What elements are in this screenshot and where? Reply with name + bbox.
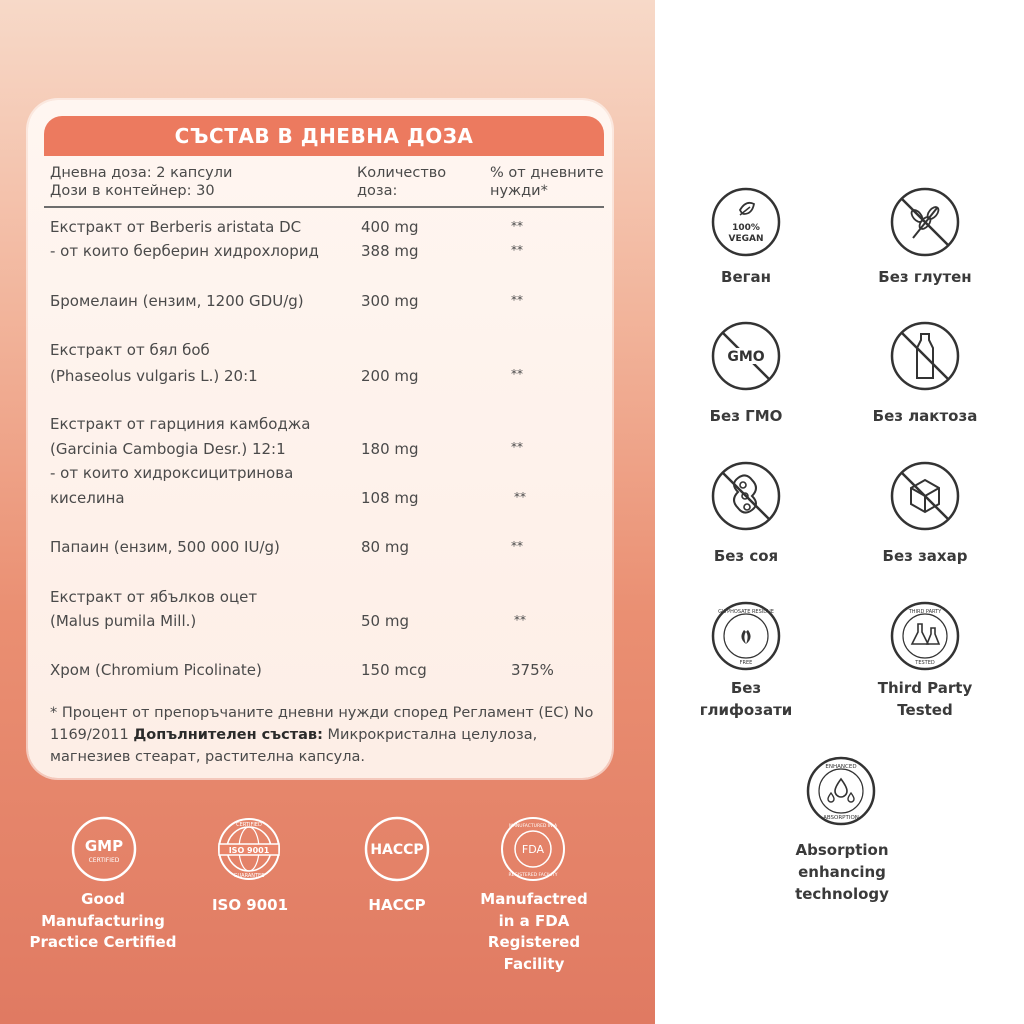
row-name: Екстракт от бял боб (50, 341, 210, 359)
haccp-label: HACCP (368, 896, 426, 914)
row-amount: 50 mg (361, 612, 409, 630)
row-dv: ** (514, 490, 526, 504)
row-name: (Malus pumila Mill.) (50, 612, 197, 630)
iso-badge-icon (215, 815, 283, 883)
fda-badge-bottom: REGISTERED FACILITY (508, 873, 558, 878)
row-amount: 180 mg (361, 440, 419, 458)
row-name: - от които берберин хидрохлорид (50, 242, 319, 260)
row-dv: ** (511, 243, 523, 257)
lactose-free-icon (889, 320, 961, 392)
row-dv: ** (511, 219, 523, 233)
servings-per-container: Дози в контейнер: 30 (50, 183, 215, 199)
absorption-label-line3: technology (795, 885, 889, 903)
amount-header-2: доза: (357, 183, 398, 199)
amount-header: Количество (357, 165, 447, 181)
row-name: Екстракт от гарциния камбоджа (50, 415, 311, 433)
glyphosate-badge-top: GLYPHOSATE RESIDUE (718, 609, 774, 615)
sugar-free-label: Без захар (882, 547, 968, 565)
lactose-free-label: Без лактоза (872, 407, 978, 425)
absorption-badge-bottom: ABSORPTION (823, 815, 859, 821)
gluten-free-label: Без глутен (878, 268, 972, 286)
dv-header: % от дневните (490, 165, 604, 181)
fda-badge-text: FDA (521, 843, 545, 856)
glyphosate-free-icon (710, 600, 782, 672)
haccp-badge-icon (363, 815, 431, 883)
row-name: (Garcinia Cambogia Desr.) 12:1 (50, 440, 286, 458)
third-party-label-line1: Third Party (877, 679, 973, 697)
absorption-label-line2: enhancing (798, 863, 886, 881)
iso-badge-text: ISO 9001 (228, 846, 270, 855)
gluten-free-icon (889, 186, 961, 258)
footnote-text: * Процент от препоръчаните дневни нужди според Регламент (ЕС) No 1169/2011 (50, 705, 594, 743)
fda-label: Manufactred in a FDA Registered Facility (480, 890, 588, 973)
iso-label: ISO 9001 (211, 896, 289, 914)
footnote-bold: Допълнителен състав: (133, 727, 323, 743)
row-dv: ** (514, 613, 526, 627)
gmp-badge-text: GMP (84, 837, 124, 855)
absorption-badge-top: ENHANCED (825, 764, 857, 770)
iso-badge-bottom: GUARANTEE (233, 873, 265, 879)
third-party-badge-top: THIRD PARTY (908, 609, 942, 615)
dv-header-2: нужди* (490, 183, 548, 199)
serving-size: Дневна доза: 2 капсули (50, 165, 233, 181)
sugar-free-icon (889, 460, 961, 532)
row-name: киселина (50, 489, 125, 507)
footnote-text-end: Микрокристална целулоза, магнезиев стеарат, растителна капсула. (50, 727, 538, 765)
third-party-badge-bottom: TESTED (915, 660, 935, 666)
glyphosate-badge-bottom: FREE (739, 660, 753, 666)
iso-badge-top: CERTIFIED (236, 822, 262, 828)
gmp-label: Good Manufacturing Practice Certified (29, 890, 177, 951)
row-amount: 80 mg (361, 538, 409, 556)
header-divider (44, 206, 604, 208)
row-name: Бромелаин (ензим, 1200 GDU/g) (50, 292, 304, 310)
haccp-badge-text: HACCP (370, 842, 424, 858)
table-title: СЪСТАВ В ДНЕВНА ДОЗА (44, 116, 604, 156)
vegan-badge-line2: VEGAN (728, 234, 764, 244)
vegan-label: Веган (721, 268, 771, 286)
fda-badge-icon (499, 815, 567, 883)
row-dv: ** (511, 293, 523, 307)
row-name: Хром (Chromium Picolinate) (50, 661, 262, 679)
gmp-badge-icon (70, 815, 138, 883)
row-name: (Phaseolus vulgaris L.) 20:1 (50, 367, 258, 385)
row-amount: 200 mg (361, 367, 419, 385)
gmo-badge-text: GMO (727, 349, 765, 365)
fda-badge-top: MANUFACTURED IN A (508, 824, 558, 829)
row-dv: ** (511, 539, 523, 553)
row-amount: 150 mcg (361, 661, 427, 679)
row-dv: 375% (511, 661, 554, 679)
row-amount: 400 mg (361, 218, 419, 236)
soy-free-label: Без соя (713, 547, 779, 565)
footnote (50, 702, 610, 768)
gmo-free-label: Без ГМО (709, 407, 783, 425)
vegan-badge-line1: 100% (732, 223, 760, 233)
third-party-label-line2: Tested (897, 701, 953, 719)
row-name: - от които хидроксицитринова (50, 464, 294, 482)
row-dv: ** (511, 440, 523, 454)
absorption-label-line1: Absorption (795, 841, 889, 859)
glyphosate-label-line1: Без (730, 679, 762, 697)
row-amount: 388 mg (361, 242, 419, 260)
vegan-icon (710, 186, 782, 258)
glyphosate-label-line2: глифозати (699, 701, 793, 719)
gmp-badge-sub: CERTIFIED (88, 857, 120, 864)
row-amount: 300 mg (361, 292, 419, 310)
gmo-free-icon (710, 320, 782, 392)
soy-free-icon (710, 460, 782, 532)
row-name: Екстракт от Berberis aristata DC (50, 218, 302, 236)
enhanced-absorption-icon (805, 755, 877, 827)
third-party-tested-icon (889, 600, 961, 672)
row-dv: ** (511, 367, 523, 381)
row-amount: 108 mg (361, 489, 419, 507)
row-name: Екстракт от ябълков оцет (50, 588, 258, 606)
row-name: Папаин (ензим, 500 000 IU/g) (50, 538, 280, 556)
